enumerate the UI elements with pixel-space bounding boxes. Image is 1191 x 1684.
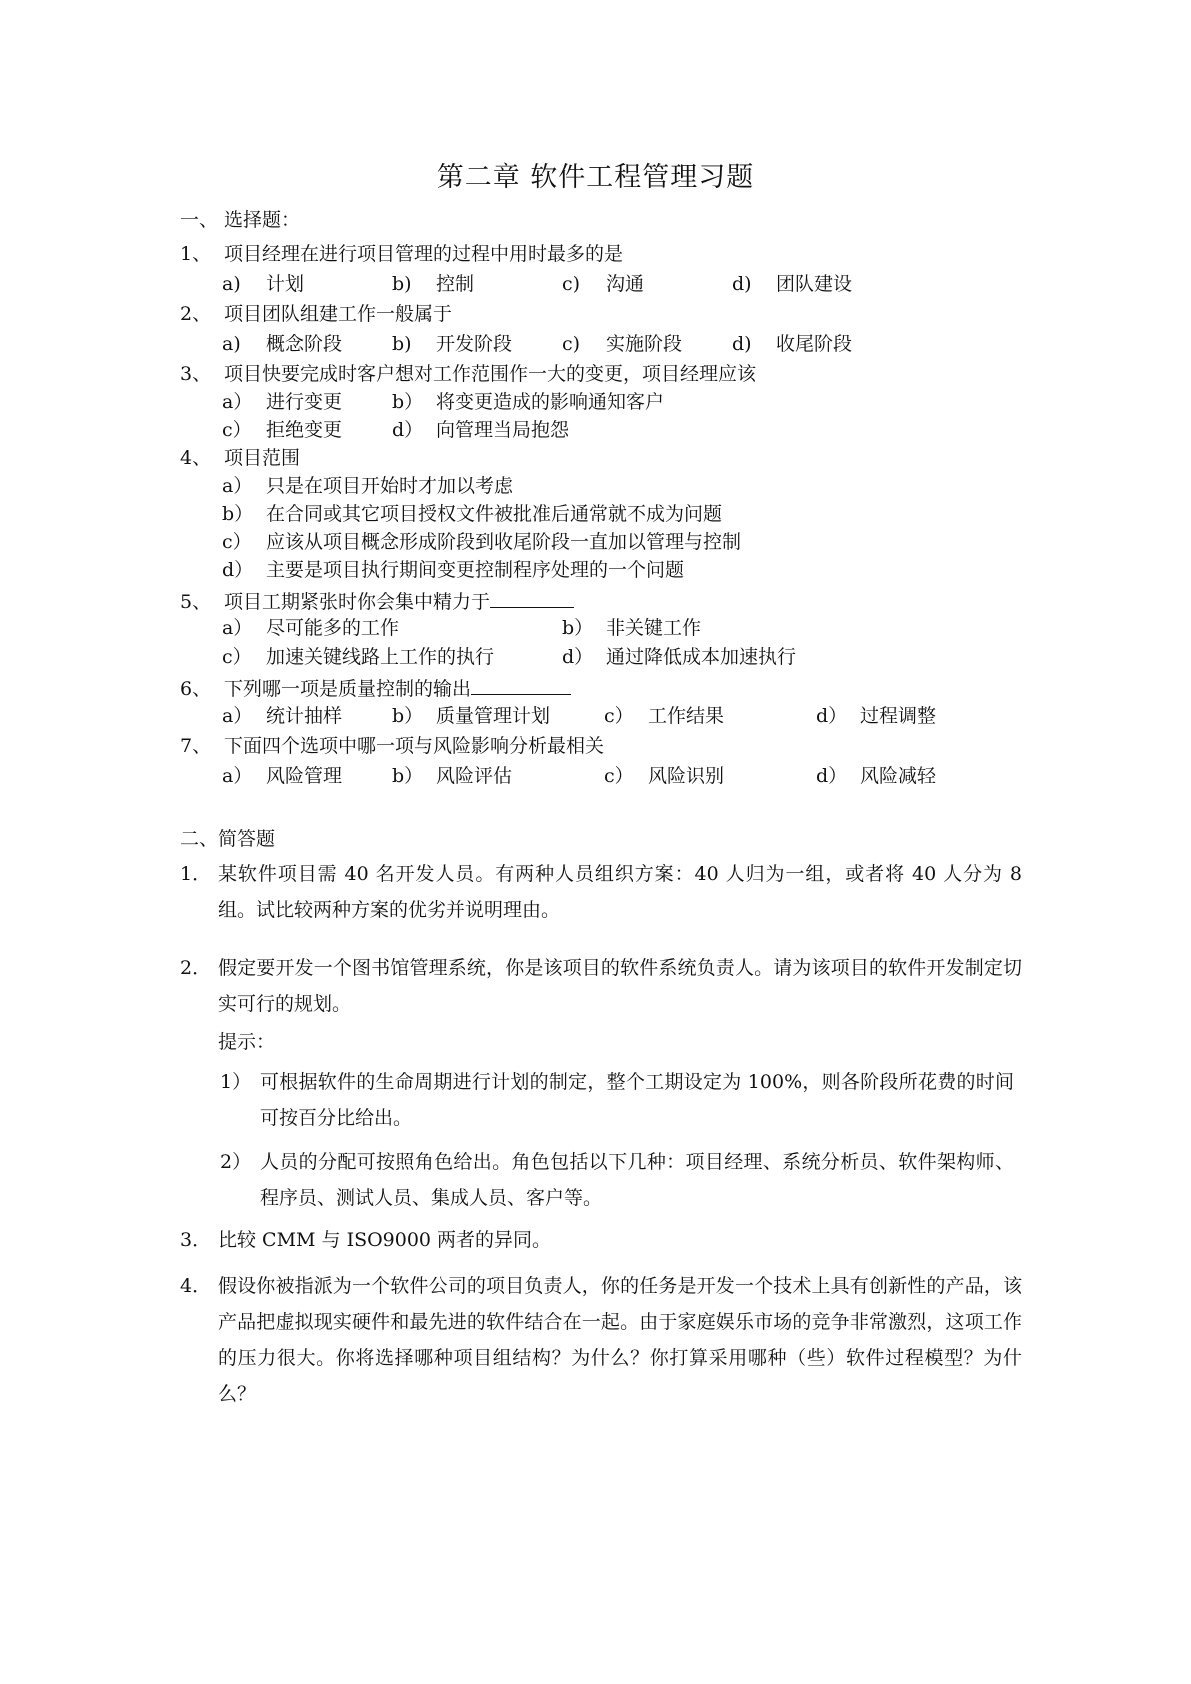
question-3: [180, 362, 756, 386]
option-4a: a） 只是在项目开始时才加以考虑: [222, 475, 514, 497]
item-text: 比较 CMM 与 ISO9000 两者的异同。: [218, 1229, 552, 1251]
option-3b: b） 将变更造成的影响通知客户: [392, 391, 665, 413]
item-number: 4．: [180, 1275, 212, 1297]
option-6d: d） 过程调整: [816, 705, 937, 727]
hint-text: 人员的分配可按照角色给出。角色包括以下几种：项目经理、系统分析员、软件架构师、程序员、测试人员、集成人员、客户等。: [260, 1151, 1014, 1209]
item-text: 假设你被指派为一个软件公司的项目负责人，你的任务是开发一个技术上具有创新性的产品，该产品把虚拟现实硬件和最先进的软件结合在一起。由于家庭娱乐市场的竞争非常激烈，这项工作的压力很大。你将选择哪种项目组结构？为什么？你打算采用哪种（些）软件过程模型？为什么？: [218, 1275, 1022, 1405]
question-5: [180, 587, 574, 614]
option-4b: b） 在合同或其它项目授权文件被批准后通常就不成为问题: [222, 503, 723, 525]
hint-2: [220, 1144, 1020, 1216]
item-number: 1．: [180, 863, 212, 885]
item-text: 某软件项目需 40 名开发人员。有两种人员组织方案：40 人归为一组，或者将 40 人分为 8 组。试比较两种方案的优劣并说明理由。: [218, 863, 1022, 921]
question-number: 1、: [180, 243, 212, 265]
answer-blank: [490, 587, 574, 608]
question-number: 7、: [180, 735, 212, 757]
question-number: 6、: [180, 678, 212, 700]
question-number: 4、: [180, 447, 212, 469]
option-4c: c） 应该从项目概念形成阶段到收尾阶段一直加以管理与控制: [222, 531, 742, 553]
short-answer-2: [180, 950, 1022, 1022]
question-text: 项目团队组建工作一般属于: [224, 303, 453, 325]
option-7b: b） 风险评估: [392, 765, 513, 787]
item-number: 2．: [180, 957, 212, 979]
option-7d: d） 风险减轻: [816, 765, 937, 787]
item-text: 假定要开发一个图书馆管理系统，你是该项目的软件系统负责人。请为该项目的软件开发制定切实可行的规划。: [218, 957, 1022, 1015]
option-6a: a） 统计抽样: [222, 705, 343, 727]
option-7c: c） 风险识别: [604, 765, 725, 787]
question-text: 项目范围: [224, 447, 301, 469]
question-text: 下列哪一项是质量控制的输出: [224, 678, 472, 700]
option-3a: a） 进行变更: [222, 391, 343, 413]
hint-text: 可根据软件的生命周期进行计划的制定，整个工期设定为 100%，则各阶段所花费的时间可按百分比给出。: [260, 1071, 1014, 1129]
question-6: [180, 674, 571, 701]
option-1d: d) 团队建设: [732, 273, 853, 295]
question-2: [180, 302, 452, 326]
option-5b: b） 非关键工作: [562, 617, 702, 639]
short-answer-3: [180, 1222, 1022, 1258]
option-7a: a） 风险管理: [222, 765, 343, 787]
item-number: 3．: [180, 1229, 212, 1251]
short-answer-4: [180, 1268, 1022, 1412]
option-6c: c） 工作结果: [604, 705, 725, 727]
option-1c: c) 沟通: [562, 273, 645, 295]
option-1a: a) 计划: [222, 273, 305, 295]
question-4: [180, 446, 300, 470]
hint-number: 1）: [220, 1071, 252, 1093]
option-6b: b） 质量管理计划: [392, 705, 551, 727]
option-2c: c) 实施阶段: [562, 333, 683, 355]
question-text: 项目快要完成时客户想对工作范围作一大的变更，项目经理应该: [224, 363, 757, 385]
option-4d: d） 主要是项目执行期间变更控制程序处理的一个问题: [222, 559, 685, 581]
question-number: 3、: [180, 363, 212, 385]
question-number: 5、: [180, 591, 212, 613]
option-2b: b) 开发阶段: [392, 333, 513, 355]
hint-number: 2）: [220, 1151, 252, 1173]
section-heading-choice: 一、 选择题：: [180, 209, 301, 231]
question-text: 项目经理在进行项目管理的过程中用时最多的是: [224, 243, 624, 265]
section-heading-short-answer: 二、简答题: [180, 828, 276, 850]
hint-1: [220, 1064, 1020, 1136]
question-1: [180, 242, 623, 266]
hint-label: 提示：: [218, 1031, 276, 1053]
question-text: 项目工期紧张时你会集中精力于: [224, 591, 491, 613]
answer-blank: [471, 674, 571, 695]
option-2a: a) 概念阶段: [222, 333, 343, 355]
question-number: 2、: [180, 303, 212, 325]
short-answer-1: [180, 856, 1022, 928]
option-3d: d） 向管理当局抱怨: [392, 419, 570, 441]
page-title: 第二章 软件工程管理习题: [436, 162, 755, 193]
option-5c: c） 加速关键线路上工作的执行: [222, 646, 495, 668]
option-5a: a） 尽可能多的工作: [222, 617, 400, 639]
option-5d: d） 通过降低成本加速执行: [562, 646, 797, 668]
option-2d: d) 收尾阶段: [732, 333, 853, 355]
question-7: [180, 734, 604, 758]
question-text: 下面四个选项中哪一项与风险影响分析最相关: [224, 735, 605, 757]
option-3c: c） 拒绝变更: [222, 419, 343, 441]
option-1b: b) 控制: [392, 273, 475, 295]
